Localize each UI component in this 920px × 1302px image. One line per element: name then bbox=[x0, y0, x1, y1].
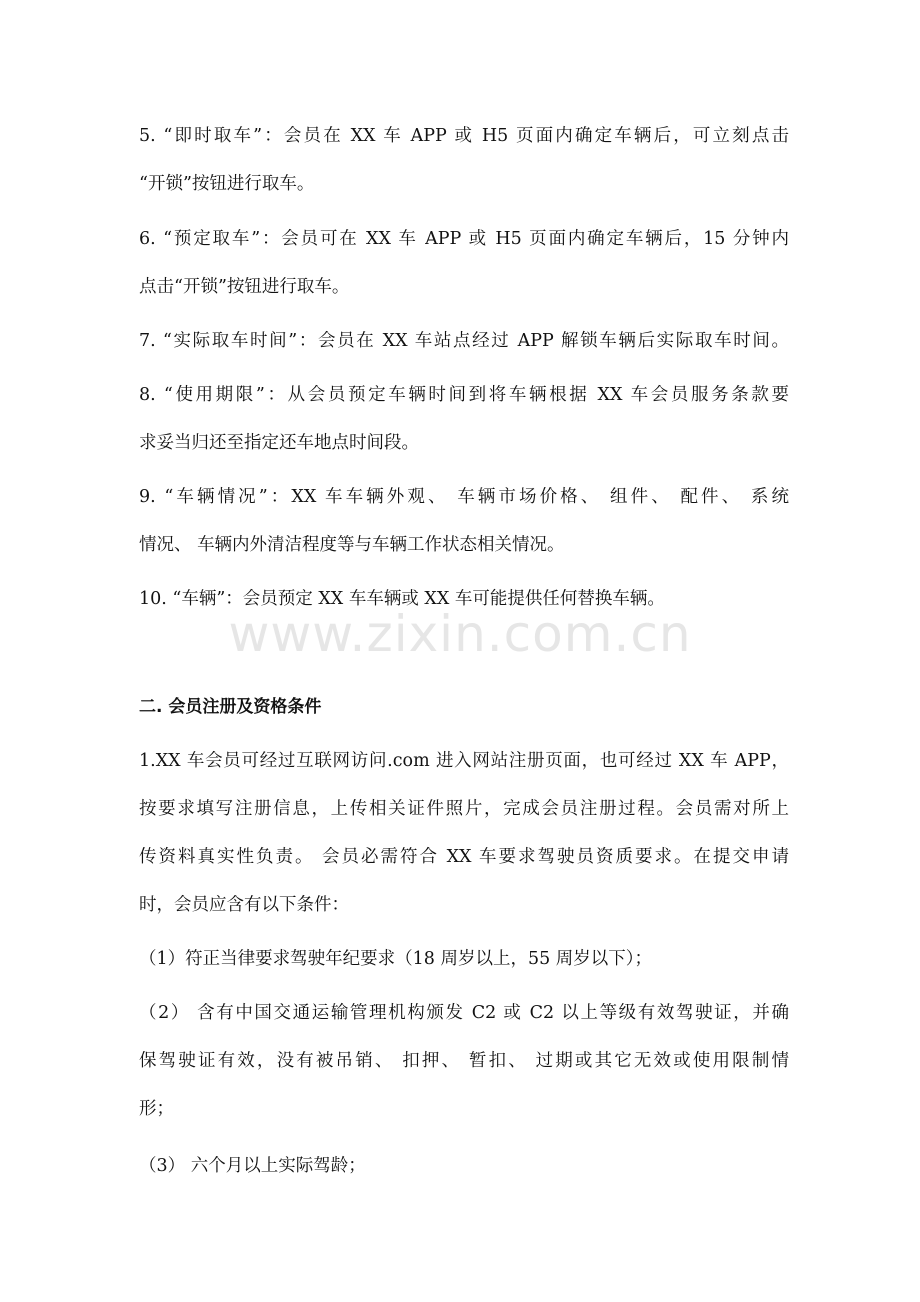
item-5-line-2: “开锁”按钮进行取车。 bbox=[139, 174, 315, 194]
condition-1: （1）符正当律要求驾驶年纪要求（18 周岁以上，55 周岁以下）； bbox=[139, 949, 653, 969]
condition-2-line-3: 形； bbox=[139, 1099, 174, 1119]
condition-2-line-2: 保驾驶证有效，没有被吊销、 扣押、 暂扣、 过期或其它无效或使用限制情 bbox=[139, 1051, 789, 1071]
item-7-line-1: 7. “实际取车时间”：会员在 XX 车站点经过 APP 解锁车辆后实际取车时间。 bbox=[139, 331, 789, 351]
item-10-line-1: 10. “车辆”：会员预定 XX 车车辆或 XX 车可能提供任何替换车辆。 bbox=[139, 589, 665, 609]
item-6-line-2: 点击“开锁”按钮进行取车。 bbox=[139, 277, 350, 297]
item-8-line-1: 8. “使用期限”：从会员预定车辆时间到将车辆根据 XX 车会员服务条款要 bbox=[139, 385, 789, 405]
item-8-line-2: 求妥当归还至指定还车地点时间段。 bbox=[139, 433, 419, 453]
section-heading: 二. 会员注册及资格条件 bbox=[139, 697, 322, 717]
section-paragraph-line-4: 时，会员应含有以下条件： bbox=[139, 895, 349, 915]
item-6-line-1: 6. “预定取车”：会员可在 XX 车 APP 或 H5 页面内确定车辆后，15 分钟内 bbox=[139, 229, 789, 249]
condition-2-line-1: （2） 含有中国交通运输管理机构颁发 C2 或 C2 以上等级有效驾驶证，并确 bbox=[139, 1003, 789, 1023]
condition-3: （3） 六个月以上实际驾龄； bbox=[139, 1156, 366, 1176]
item-9-line-1: 9. “车辆情况”：XX 车车辆外观、 车辆市场价格、 组件、 配件、 系统 bbox=[139, 487, 789, 507]
section-paragraph-line-3: 传资料真实性负责。 会员必需符合 XX 车要求驾驶员资质要求。在提交申请 bbox=[139, 847, 789, 867]
item-9-line-2: 情况、 车辆内外清洁程度等与车辆工作状态相关情况。 bbox=[139, 535, 565, 555]
section-paragraph-line-1: 1.XX 车会员可经过互联网访问.com 进入网站注册页面，也可经过 XX 车 APP， bbox=[139, 751, 789, 771]
section-paragraph-line-2: 按要求填写注册信息，上传相关证件照片，完成会员注册过程。会员需对所上 bbox=[139, 799, 789, 819]
watermark: www.zixin.com.cn bbox=[228, 605, 692, 663]
item-5-line-1: 5. “即时取车”：会员在 XX 车 APP 或 H5 页面内确定车辆后，可立刻点击 bbox=[139, 126, 789, 146]
